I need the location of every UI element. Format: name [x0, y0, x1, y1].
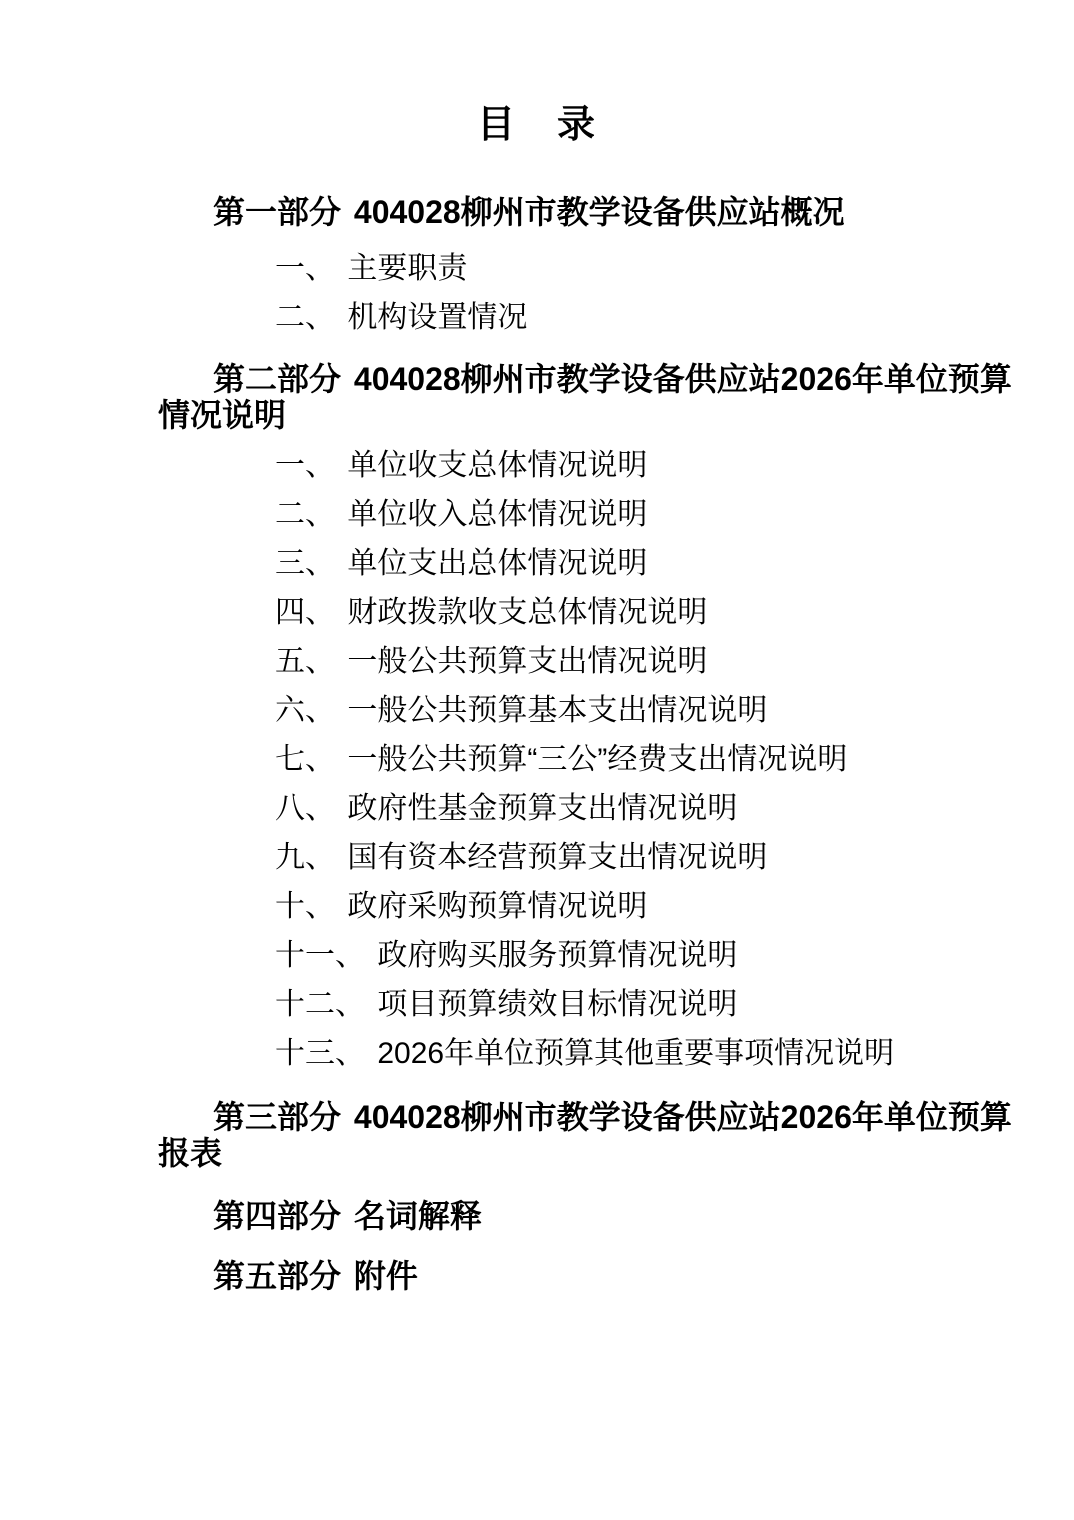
- toc-item: 三、 单位支出总体情况说明: [275, 547, 648, 580]
- section-heading-part3: 第三部分 404028柳州市教学设备供应站2026年单位预算报表: [158, 1099, 1012, 1171]
- toc-section-part1: [158, 194, 1038, 342]
- section-heading-part5: 第五部分 附件: [213, 1258, 418, 1294]
- toc-item: 七、 一般公共预算“三公”经费支出情况说明: [275, 743, 848, 776]
- toc-item: 十三、 2026年单位预算其他重要事项情况说明: [275, 1037, 895, 1070]
- toc-section-part3: [158, 1099, 1038, 1171]
- toc-item: 八、 政府性基金预算支出情况说明: [275, 792, 738, 825]
- toc-section-part5: [158, 1258, 1038, 1294]
- toc-item: 十一、 政府购买服务预算情况说明: [275, 939, 738, 972]
- page-title: 目 录: [476, 104, 597, 146]
- section-heading-part1: 第一部分 404028柳州市教学设备供应站概况: [213, 194, 845, 230]
- toc-item: 一、 单位收支总体情况说明: [275, 449, 648, 482]
- toc-section-part4: [158, 1198, 1038, 1234]
- toc-item: 二、 单位收入总体情况说明: [275, 498, 648, 531]
- toc-item: 二、 机构设置情况: [275, 301, 528, 334]
- toc-item: 九、 国有资本经营预算支出情况说明: [275, 841, 768, 874]
- toc-item: 四、 财政拨款收支总体情况说明: [275, 596, 708, 629]
- toc-item-group: [158, 441, 1038, 1078]
- toc-item: 五、 一般公共预算支出情况说明: [275, 645, 708, 678]
- toc-item: 十二、 项目预算绩效目标情况说明: [275, 988, 738, 1021]
- section-heading-part4: 第四部分 名词解释: [213, 1198, 482, 1234]
- toc-section-part2: [158, 361, 1038, 1078]
- section-heading-part2: 第二部分 404028柳州市教学设备供应站2026年单位预算情况说明: [158, 361, 1012, 433]
- toc-item: 六、 一般公共预算基本支出情况说明: [275, 694, 768, 727]
- toc-item: 一、 主要职责: [275, 252, 468, 285]
- toc-item: 十、 政府采购预算情况说明: [275, 890, 648, 923]
- toc-content: [0, 194, 1074, 1294]
- toc-item-group: [158, 244, 1038, 342]
